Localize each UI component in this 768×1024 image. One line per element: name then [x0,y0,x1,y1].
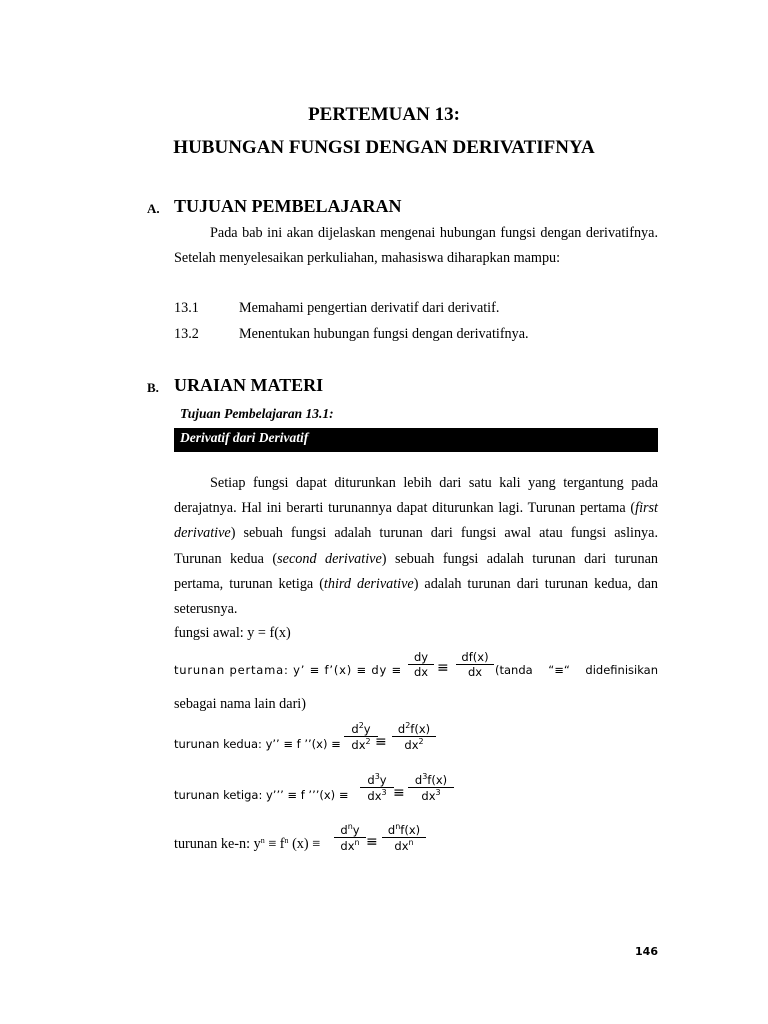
third-derivative-lead: turunan ketiga: y’’’ ≡ f ’’’(x) ≡ [174,788,349,802]
equivalence-symbol: ≡ [393,785,405,801]
first-derivative-lead: turunan pertama: y’ ≡ f’(x) ≡ dy ≡ [174,663,402,677]
page-subtitle: HUBUNGAN FUNGSI DENGAN DERIVATIFNYA [173,137,595,158]
objective-text: Memahami pengertian derivatif dari derivatif. [239,300,500,316]
nth-derivative-lead: turunan ke-n: $y^n \equiv f^n$ (x) ≡ [174,836,321,852]
first-derivative-note-cont: sebagai nama lain dari) [174,696,306,712]
original-function: fungsi awal: y = f(x) [174,625,291,641]
objective-text: Menentukan hubungan fungsi dengan derivatifnya. [239,326,529,342]
equivalence-symbol: ≡ [366,834,378,850]
equivalence-symbol: ≡ [437,660,449,676]
objective-number: 13.1 [174,300,199,316]
section-a-heading: TUJUAN PEMBELAJARAN [174,196,402,216]
third-derivative-fraction: $d^3y$ $dx^3$ [360,772,394,803]
first-derivative-note: (tanda “≡“ didefinisikan [495,663,658,677]
third-derivative-fraction: $d^3f(x)$ $dx^3$ [408,772,454,803]
topic-heading-bar [174,428,658,452]
section-a-letter: A. [147,201,160,216]
topic-heading-text: Derivatif dari Derivatif [180,430,309,445]
section-a-paragraph: Pada bab ini akan dijelaskan mengenai hubungan fungsi dengan derivatifnya. Setelah menyelesaikan perkuliahan, mahasiswa diharapkan mampu: [174,225,658,266]
objective-number: 13.2 [174,326,199,342]
page-title: PERTEMUAN 13: [308,104,460,125]
first-derivative-fraction: df(x) dx [456,650,494,679]
section-b-heading: URAIAN MATERI [174,375,324,395]
equivalence-symbol: ≡ [375,734,387,750]
body-paragraph: Setiap fungsi dapat diturunkan lebih dari satu kali yang tergantung pada derajatnya. Hal ini berarti turunannya dapat diturunkan lagi. Turunan pertama (first derivative) sebuah fungsi adalah turunan dari fungsi awal atau fungsi aslinya. Turunan kedua (second derivative) sebuah fungsi adalah turunan dari turunan pertama, turunan ketiga (third derivative) adalah turunan dari turunan kedua, dan seterusnya. [174,475,658,618]
second-derivative-lead: turunan kedua: y’’ ≡ f ’’(x) ≡ [174,737,341,751]
first-derivative-fraction: dy dx [408,650,434,679]
second-derivative-fraction: $d^2f(x)$ $dx^2$ [392,721,436,752]
learning-objective-label: Tujuan Pembelajaran 13.1: [180,406,334,421]
nth-derivative-fraction: $d^nf(x)$ $dx^n$ [382,822,426,853]
page-number: 146 [635,945,658,958]
second-derivative-fraction: $d^2y$ $dx^2$ [344,721,378,752]
section-b-letter: B. [147,380,159,395]
nth-derivative-fraction: $d^ny$ $dx^n$ [334,822,366,853]
